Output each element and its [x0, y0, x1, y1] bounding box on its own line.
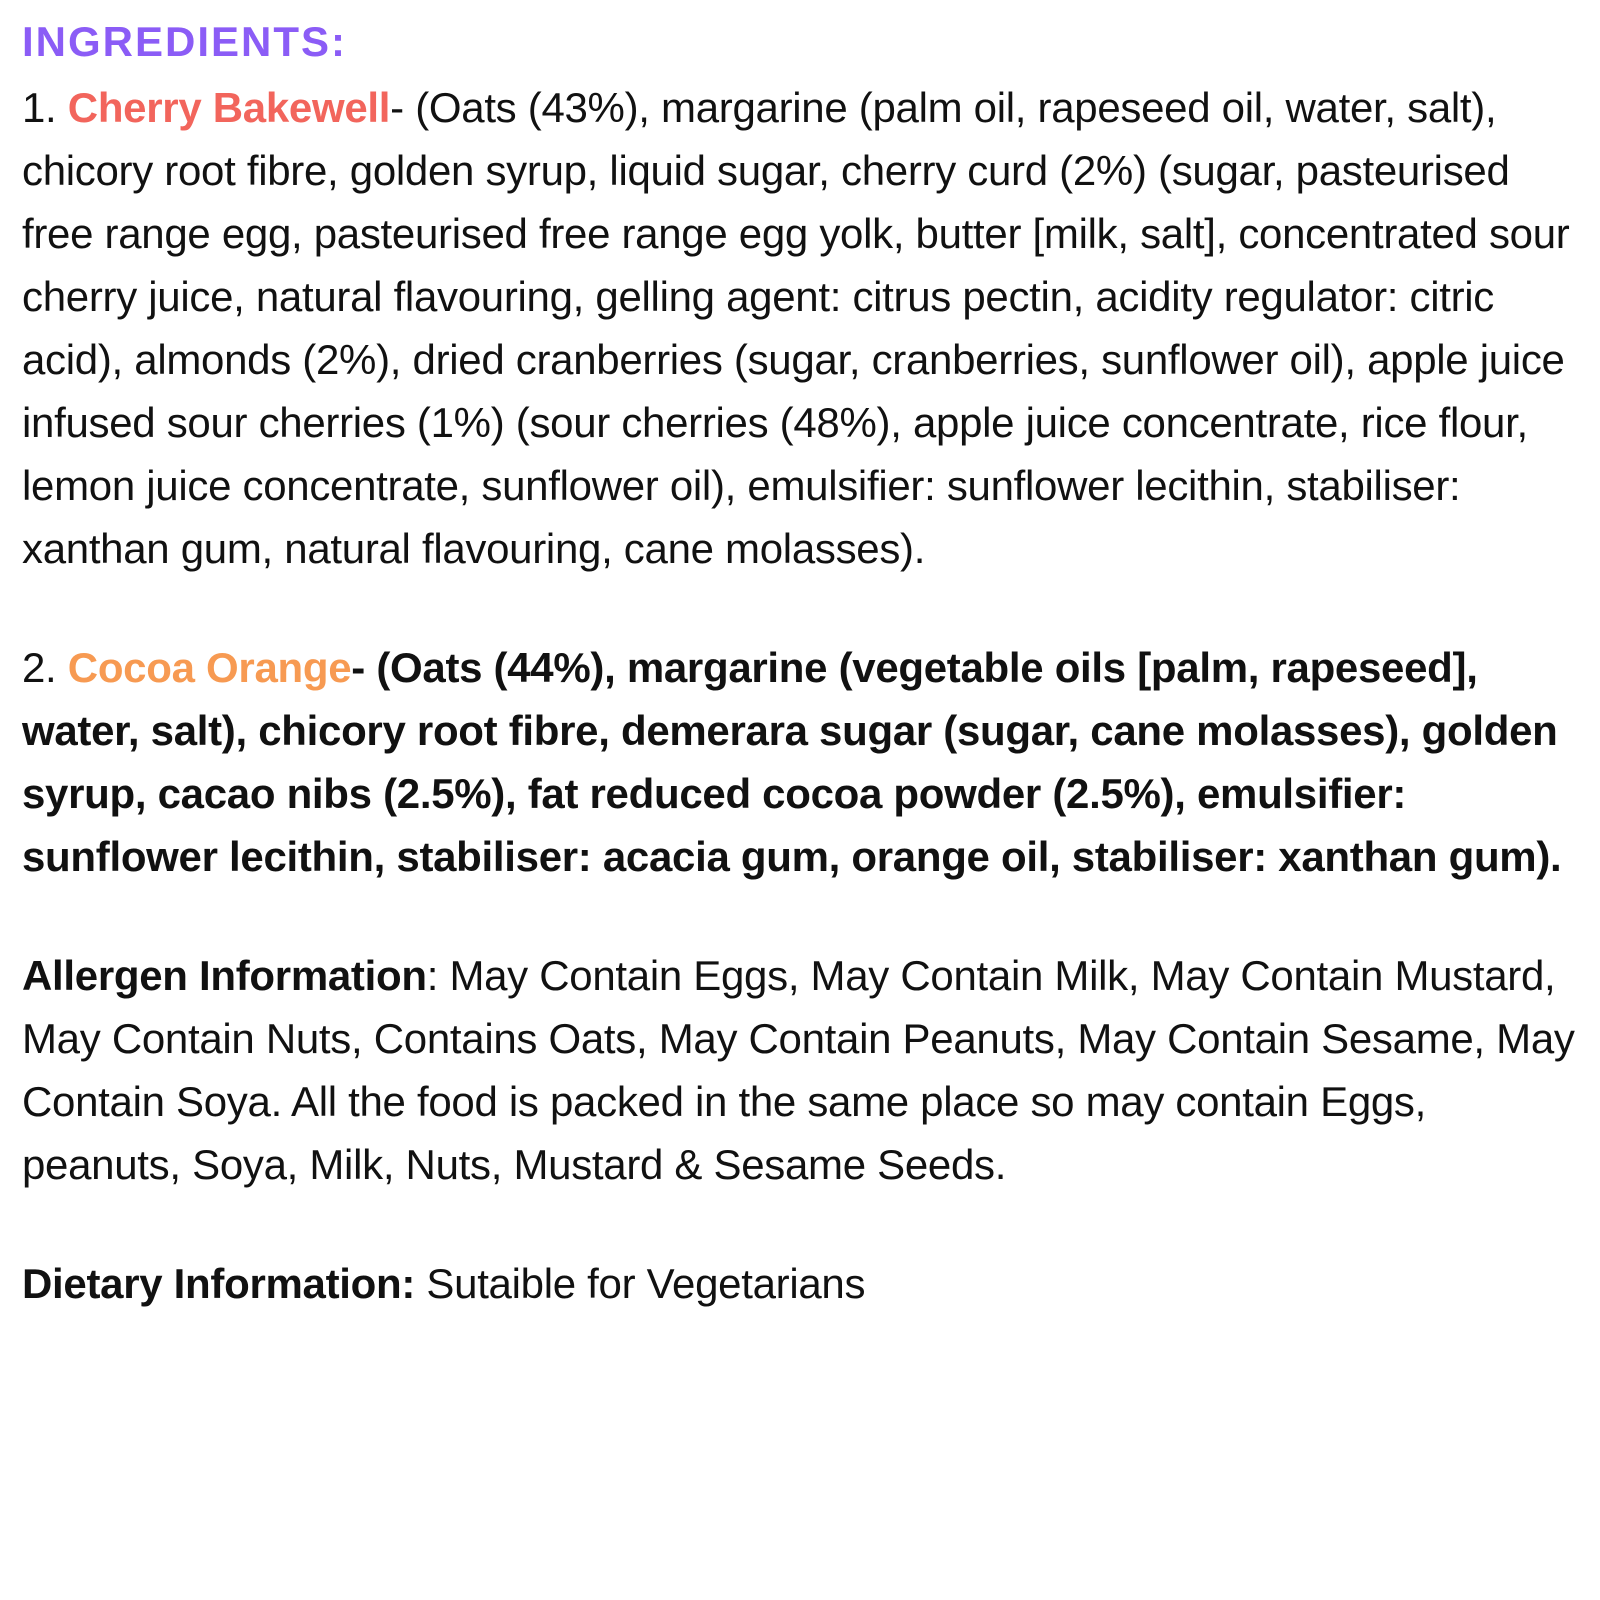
ingredient-list-cocoa-orange: (Oats (44%), margarine (vegetable oils [palm, rapeseed], water, salt), chicory root fibre, demerara sugar (sugar, cane molasses), golden syrup, cacao nibs (2.5%), fat reduced cocoa powder (2.5%), emulsifier: sunflower lecithin, stabiliser: acacia gum, orange oil, stabiliser: xanthan gum).	[22, 644, 1562, 880]
dietary-information	[22, 1252, 1582, 1315]
ingredient-item-cherry-bakewell	[22, 76, 1582, 580]
product-name-cherry-bakewell: Cherry Bakewell	[67, 84, 391, 131]
item-separator: -	[351, 644, 377, 691]
item-separator: -	[390, 84, 416, 131]
dietary-text: Sutaible for Vegetarians	[415, 1260, 866, 1307]
allergen-information	[22, 944, 1582, 1196]
ingredients-heading: INGREDIENTS:	[22, 18, 348, 65]
allergen-label: Allergen Information	[22, 952, 427, 999]
product-name-cocoa-orange: Cocoa Orange	[67, 644, 352, 691]
ingredient-list-cherry-bakewell: (Oats (43%), margarine (palm oil, rapeseed oil, water, salt), chicory root fibre, golden syrup, liquid sugar, cherry curd (2%) (sugar, pasteurised free range egg, pasteurised free range egg yolk, butter [milk, salt], concentrated sour cherry juice, natural flavouring, gelling agent: citrus pectin, acidity regulator: citric acid), almonds (2%), dried cranberries (sugar, cranberries, sunflower oil), apple juice infused sour cherries (1%) (sour cherries (48%), apple juice concentrate, rice flour, lemon juice concentrate, sunflower oil), emulsifier: sunflower lecithin, stabiliser: xanthan gum, natural flavouring, cane molasses).	[22, 84, 1570, 572]
ingredient-item-cocoa-orange	[22, 636, 1582, 888]
dietary-label: Dietary Information:	[22, 1260, 416, 1307]
allergen-text: : May Contain Eggs, May Contain Milk, May Contain Mustard, May Contain Nuts, Contains Oats, May Contain Peanuts, May Contain Sesame, May Contain Soya. All the food is packed in the same place so may contain Eggs, peanuts, Soya, Milk, Nuts, Mustard & Sesame Seeds.	[22, 952, 1575, 1188]
ingredients-document	[22, 14, 1582, 1315]
item-number: 1.	[22, 84, 68, 131]
item-number: 2.	[22, 644, 68, 691]
